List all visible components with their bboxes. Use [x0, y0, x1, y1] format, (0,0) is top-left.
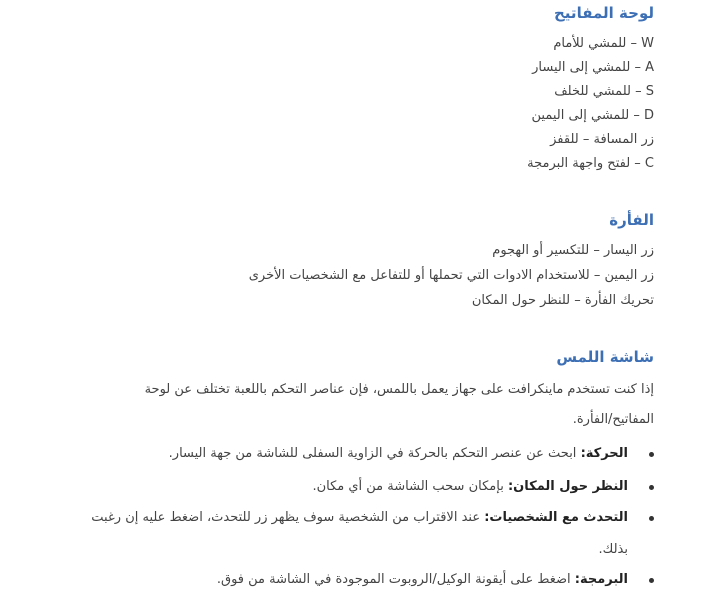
- bullet-talk-text: عند الاقتراب من الشخصية سوف يظهر زر للتحدث، اضغط عليه إن رغبت: [91, 510, 485, 525]
- keyboard-line-c: C – لفتح واجهة البرمجة: [527, 156, 654, 171]
- bullet-coding-text: اضغط على أيقونة الوكيل/الروبوت الموجودة في الشاشة من فوق.: [216, 572, 575, 587]
- bullet-movement: [54, 444, 654, 464]
- bullet-look-around: [54, 477, 654, 497]
- bullet-movement-term: الحركة:: [580, 446, 628, 461]
- bullet-dot: [649, 516, 654, 521]
- bullet-talk-continuation: بذلك.: [598, 542, 628, 557]
- bullet-look-around-term: النظر حول المكان:: [507, 479, 628, 494]
- bullet-coding-term: البرمجة:: [574, 572, 628, 587]
- bullet-dot: [649, 485, 654, 490]
- bullet-movement-body: [48, 444, 628, 464]
- bullet-talk-body: [48, 508, 628, 528]
- keyboard-line-space: زر المسافة – للقفز: [550, 132, 654, 147]
- bullet-coding-body: [48, 570, 628, 590]
- touch-heading: شاشة اللمس: [556, 348, 654, 366]
- bullet-movement-text: ابحث عن عنصر التحكم بالحركة في الزاوية السفلى للشاشة من جهة اليسار.: [168, 446, 581, 461]
- mouse-heading: الفأرة: [609, 211, 654, 229]
- bullet-dot: [649, 578, 654, 583]
- touch-intro-line-2: المفاتيح/الفأرة.: [572, 412, 654, 427]
- bullet-coding: [54, 570, 654, 590]
- bullet-look-around-text: بإمكان سحب الشاشة من أي مكان.: [312, 479, 508, 494]
- keyboard-line-s: S – للمشي للخلف: [554, 84, 654, 99]
- bullet-talk: [54, 508, 654, 560]
- bullet-talk-term: التحدث مع الشخصيات:: [484, 510, 628, 525]
- touch-intro-line-1: إذا كنت تستخدم ماينكرافت على جهاز يعمل باللمس، فإن عناصر التحكم باللعبة تختلف عن لوحة: [144, 382, 654, 397]
- keyboard-line-a: A – للمشي إلى اليسار: [532, 60, 654, 75]
- mouse-line-right: زر اليمين – للاستخدام الادوات التي تحملها أو للتفاعل مع الشخصيات الأخرى: [248, 268, 654, 283]
- bullet-dot: [649, 452, 654, 457]
- bullet-look-around-body: [48, 477, 628, 497]
- keyboard-heading: لوحة المفاتيح: [554, 4, 654, 22]
- mouse-line-left: زر اليسار – للتكسير أو الهجوم: [492, 243, 654, 258]
- keyboard-line-d: D – للمشي إلى اليمين: [531, 108, 654, 123]
- keyboard-line-w: W – للمشي للأمام: [553, 36, 654, 51]
- mouse-line-move: تحريك الفأرة – للنظر حول المكان: [471, 293, 654, 308]
